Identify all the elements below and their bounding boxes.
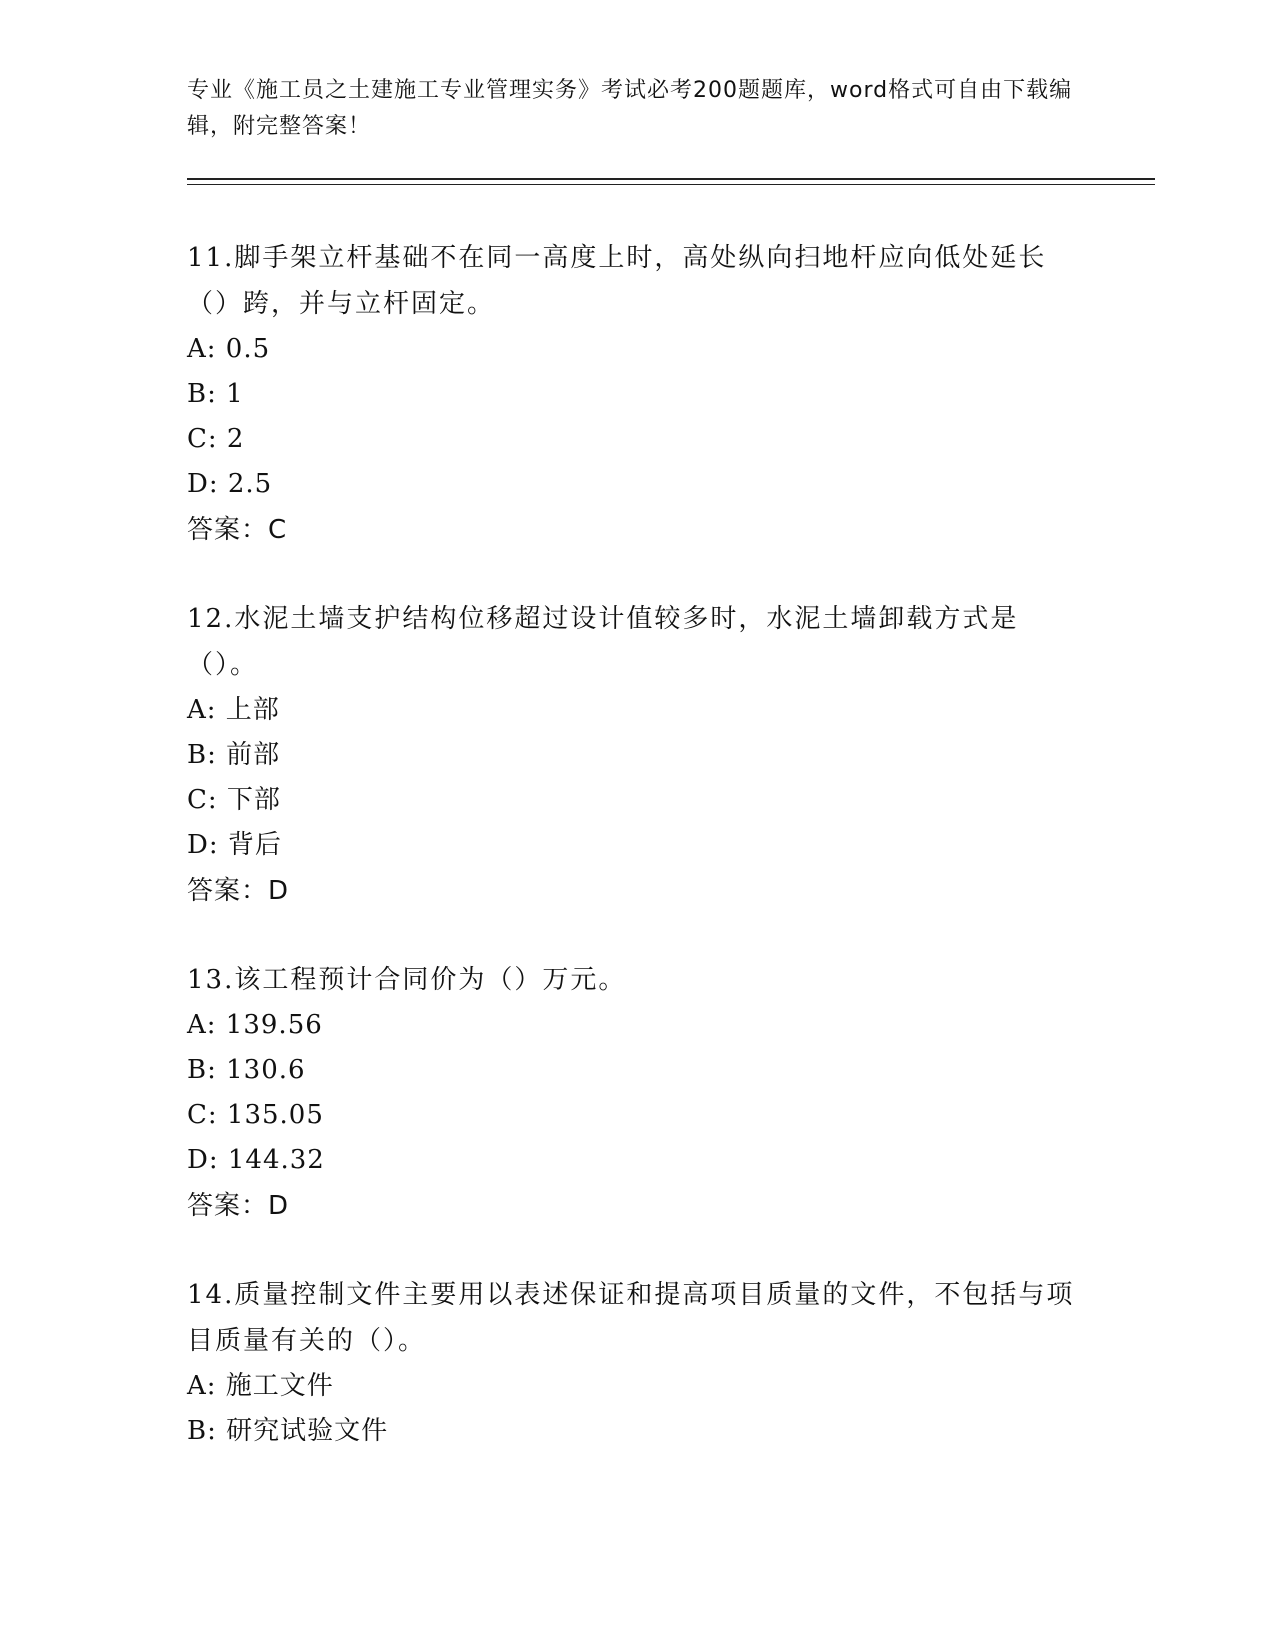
option-b: B: 1 xyxy=(187,379,244,409)
question-list xyxy=(187,235,1087,1497)
document-header: 专业《施工员之土建施工专业管理实务》考试必考200题题库，word格式可自由下载编辑，附完整答案！ xyxy=(187,78,1073,139)
question-stem: 12.水泥土墙支护结构位移超过设计值较多时，水泥土墙卸载方式是（）。 xyxy=(187,604,1019,680)
option-c: C: 下部 xyxy=(187,785,281,815)
option-c: C: 2 xyxy=(187,424,245,454)
option-c: C: 135.05 xyxy=(187,1100,324,1130)
answer-line: 答案：C xyxy=(187,515,288,545)
question-stem: 11.脚手架立杆基础不在同一高度上时，高处纵向扫地杆应向低处延长（）跨，并与立杆固定。 xyxy=(187,243,1047,319)
option-a: A: 139.56 xyxy=(187,1010,323,1040)
question-12 xyxy=(187,596,1087,914)
option-d: D: 2.5 xyxy=(187,469,273,499)
option-a: A: 上部 xyxy=(187,695,280,725)
header-divider-thin xyxy=(187,184,1155,185)
answer-line: 答案：D xyxy=(187,1191,290,1221)
question-13 xyxy=(187,957,1087,1229)
option-d: D: 144.32 xyxy=(187,1145,325,1175)
question-11 xyxy=(187,235,1087,553)
option-b: B: 前部 xyxy=(187,740,281,770)
header-divider-thick xyxy=(187,178,1155,180)
option-d: D: 背后 xyxy=(187,830,282,860)
option-a: A: 0.5 xyxy=(187,334,271,364)
question-14 xyxy=(187,1272,1087,1454)
option-b: B: 130.6 xyxy=(187,1055,306,1085)
question-stem: 13.该工程预计合同价为（）万元。 xyxy=(187,965,627,995)
answer-line: 答案：D xyxy=(187,876,290,906)
question-stem: 14.质量控制文件主要用以表述保证和提高项目质量的文件，不包括与项目质量有关的（）。 xyxy=(187,1280,1075,1356)
option-a: A: 施工文件 xyxy=(187,1371,334,1401)
option-b: B: 研究试验文件 xyxy=(187,1416,389,1446)
